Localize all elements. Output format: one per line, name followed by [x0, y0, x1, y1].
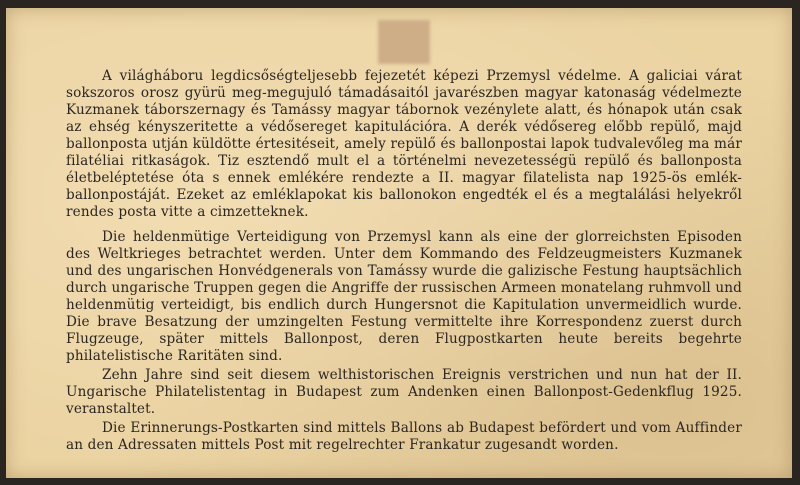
stamp-hinge-remnant	[378, 20, 430, 64]
paragraph-german-2: Zehn Jahre sind seit diesem welthistorischen Ereignis verstrichen und nun hat der II. Ungarische Philatelistentag in Budapest zum Andenken einen Ballonpost-Gedenkflug 1925. veranstaltet.	[66, 367, 742, 417]
postcard-back	[6, 8, 792, 478]
body-text	[66, 68, 742, 456]
paragraph-hungarian: A világháboru legdicsőségteljesebb fejezetét képezi Przemysl védelme. A galiciai várat sokszoros orosz gyürü meg-megujuló támadásaitól javarészben magyar katonaság védelmezte Kuzmanek táborszernagy és Tamássy magyar tábornok vezénylete alatt, és hónapok után csak az ehség kényszeritette a védősereget kapitulációra. A derék védősereg előbb repülő, majd ballonposta utján küldötte értesitéseit, amely repülő és ballonpostai lapok tudvalevőleg ma már filatéliai ritkaságok. Tiz esztendő mult el a történelmi nevezetességü repülő és ballonposta életbeléptetése óta s ennek emlékére rendezte a II. magyar filatelista nap 1925-ös emlék-ballonpostáját. Ezeket az emléklapokat kis ballonokon engedték el és a megtalálási helyekről rendes posta vitte a cimzetteknek.	[66, 68, 742, 220]
paragraph-german-1: Die heldenmütige Verteidigung von Przemysl kann als eine der glorreichsten Episoden des Weltkrieges betrachtet werden. Unter dem Kommando des Feldzeugmeisters Kuzmanek und des ungarischen Honvédgenerals von Tamássy wurde die galizische Festung hauptsächlich durch ungarische Truppen gegen die Angriffe der russischen Armeen monatelang ruhmvoll und heldenmütig verteidigt, bis endlich durch Hungersnot die Kapitulation unvermeidlich wurde. Die brave Besatzung der umzingelten Festung vermittelte ihre Korrespondenz zuerst durch Flugzeuge, später mittels Ballonpost, deren Flugpostkarten heute bereits begehrte philatelistische Raritäten sind.	[66, 229, 742, 364]
paragraph-german-3: Die Erinnerungs-Postkarten sind mittels Ballons ab Budapest befördert und vom Auffinder an den Adressaten mittels Post mit regelrechter Frankatur zugesandt worden.	[66, 420, 742, 453]
